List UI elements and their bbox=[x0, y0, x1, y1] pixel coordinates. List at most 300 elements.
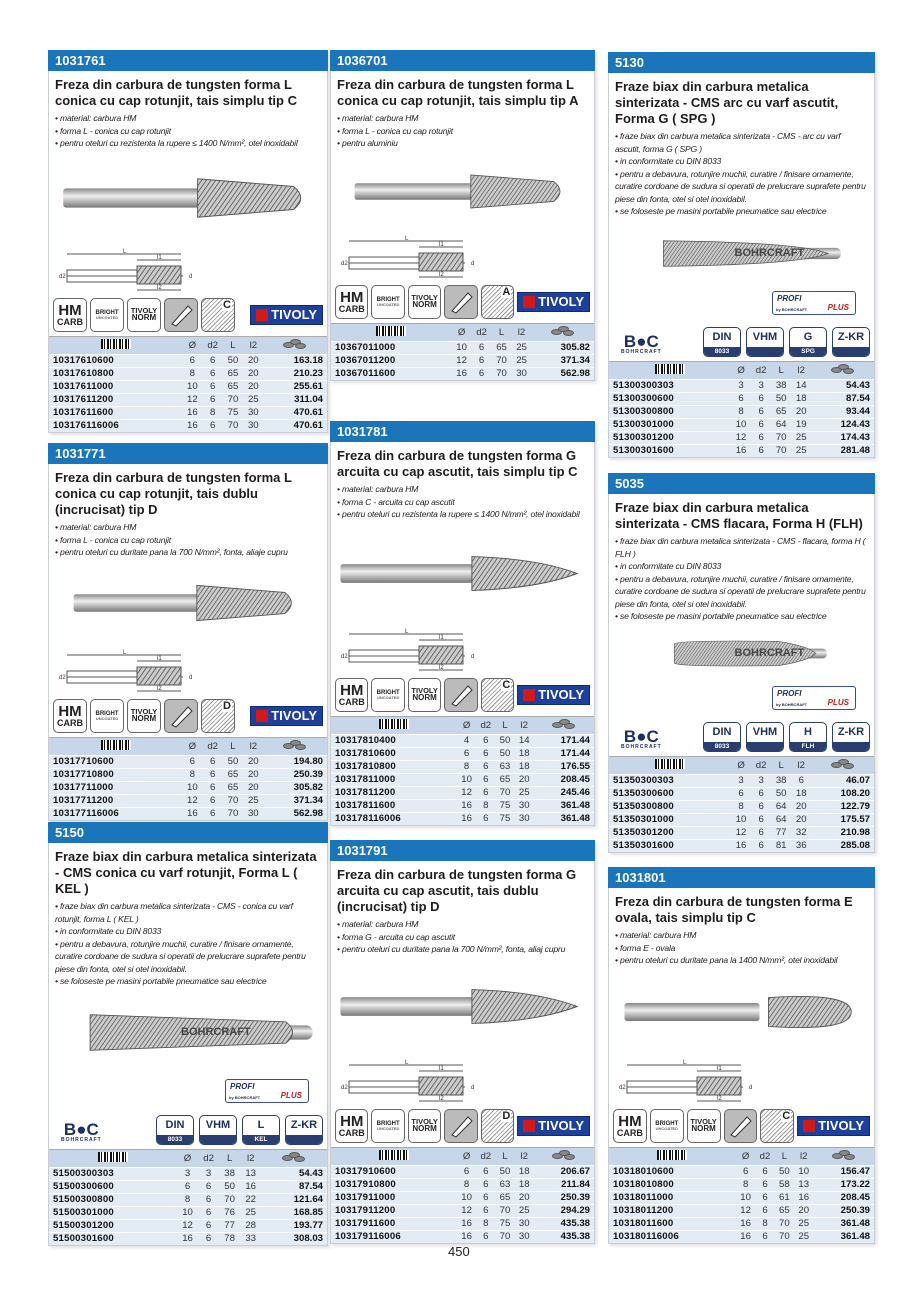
diameter: 10 bbox=[177, 1206, 198, 1219]
head-length: 20 bbox=[794, 1204, 813, 1217]
table-row[interactable] bbox=[49, 807, 327, 820]
product-drill-image bbox=[609, 218, 874, 289]
price: 311.04 bbox=[263, 393, 327, 406]
length: 70 bbox=[219, 1193, 240, 1206]
table-row[interactable] bbox=[49, 380, 327, 393]
diameter: 12 bbox=[736, 1204, 755, 1217]
table-row[interactable] bbox=[609, 444, 874, 457]
product-table bbox=[609, 756, 874, 853]
head-length: 28 bbox=[240, 1219, 261, 1232]
length: 70 bbox=[495, 786, 514, 799]
col-header-d2: d2 bbox=[198, 1149, 219, 1167]
feature-item: • in conformitate cu DIN 8033 bbox=[615, 156, 722, 166]
shank-diameter: 6 bbox=[202, 380, 222, 393]
article-code: 10367011200 bbox=[331, 354, 452, 367]
table-row[interactable] bbox=[609, 1191, 874, 1204]
tivoly-mark-icon bbox=[523, 296, 535, 308]
coins-icon bbox=[831, 364, 855, 374]
shank-diameter: 6 bbox=[476, 773, 495, 786]
table-row[interactable] bbox=[609, 774, 874, 787]
length: 70 bbox=[495, 1204, 514, 1217]
table-header-row bbox=[609, 756, 874, 774]
table-row[interactable] bbox=[609, 1230, 874, 1243]
price: 87.54 bbox=[261, 1180, 327, 1193]
col-header-L: L bbox=[495, 716, 514, 734]
length: 50 bbox=[775, 1165, 794, 1178]
length: 50 bbox=[495, 1165, 514, 1178]
svg-text:d2: d2 bbox=[619, 1084, 626, 1091]
diameter: 16 bbox=[731, 444, 751, 457]
table-header-row bbox=[331, 1147, 594, 1165]
cut-type-label: D bbox=[223, 699, 231, 712]
diameter: 12 bbox=[177, 1219, 198, 1232]
length: 50 bbox=[771, 392, 791, 405]
product-drill-image bbox=[49, 150, 327, 246]
bright-uncoated-icon bbox=[90, 298, 124, 332]
article-code: 10317810400 bbox=[331, 734, 457, 747]
table-row[interactable] bbox=[331, 1230, 594, 1243]
product-card bbox=[608, 867, 875, 1244]
diameter: 3 bbox=[731, 774, 751, 787]
col-header-d: Ø bbox=[736, 1147, 755, 1165]
svg-text:d2: d2 bbox=[341, 260, 348, 267]
coins-icon bbox=[283, 339, 307, 349]
barcode-header bbox=[331, 323, 452, 341]
feature-item: • forma G - arcuita cu cap ascutit bbox=[337, 931, 455, 942]
zkr-badge-label: Z-KR bbox=[837, 331, 865, 343]
diameter: 6 bbox=[182, 354, 202, 367]
table-row[interactable] bbox=[49, 406, 327, 419]
product-features bbox=[49, 900, 327, 988]
barcode-icon bbox=[379, 1150, 409, 1160]
product-features bbox=[331, 918, 594, 956]
table-row[interactable] bbox=[609, 379, 874, 392]
table-row[interactable] bbox=[49, 794, 327, 807]
table-row[interactable] bbox=[49, 354, 327, 367]
col-header-d: Ø bbox=[457, 1147, 476, 1165]
head-length: 18 bbox=[515, 747, 534, 760]
table-row[interactable] bbox=[49, 419, 327, 432]
length: 77 bbox=[219, 1219, 240, 1232]
table-row[interactable] bbox=[331, 354, 594, 367]
product-code-header: 1031771 bbox=[48, 443, 328, 464]
svg-text:L: L bbox=[123, 649, 127, 656]
dimension-diagram bbox=[609, 1057, 874, 1105]
plus-label: PLUS bbox=[280, 1090, 302, 1100]
product-card bbox=[330, 50, 595, 381]
table-row[interactable] bbox=[609, 405, 874, 418]
diameter: 8 bbox=[731, 800, 751, 813]
vhm-badge-sub bbox=[747, 347, 783, 356]
carb-label: CARB bbox=[338, 1127, 365, 1138]
table-row[interactable] bbox=[609, 839, 874, 852]
diameter: 10 bbox=[457, 1191, 476, 1204]
svg-text:l2: l2 bbox=[717, 1095, 722, 1102]
shank-diameter: 6 bbox=[472, 341, 492, 354]
length: 50 bbox=[495, 734, 514, 747]
price: 168.85 bbox=[261, 1206, 327, 1219]
coins-icon bbox=[552, 1150, 576, 1160]
price: 361.48 bbox=[813, 1230, 874, 1243]
table-row[interactable] bbox=[331, 1178, 594, 1191]
bohrcraft-logo-text: BOHRCRAFT bbox=[61, 1136, 102, 1143]
table-row[interactable] bbox=[49, 1180, 327, 1193]
length: 50 bbox=[219, 1180, 240, 1193]
price: 193.77 bbox=[261, 1219, 327, 1232]
table-row[interactable] bbox=[49, 1206, 327, 1219]
din-badge-label: DIN bbox=[712, 726, 732, 738]
bohrcraft-logo-text: BOHRCRAFT bbox=[621, 743, 662, 750]
article-code: 51350300600 bbox=[609, 787, 731, 800]
head-length: 25 bbox=[240, 1206, 261, 1219]
diameter: 8 bbox=[731, 405, 751, 418]
hm-carb-icon bbox=[335, 285, 368, 319]
col-header-l2: l2 bbox=[515, 716, 534, 734]
diameter: 12 bbox=[731, 431, 751, 444]
shank-diameter: 6 bbox=[476, 1191, 495, 1204]
product-code-header: 1036701 bbox=[330, 50, 595, 71]
table-row[interactable] bbox=[609, 392, 874, 405]
article-code: 10367011000 bbox=[331, 341, 452, 354]
product-drill-image bbox=[609, 967, 874, 1057]
drill-brand-text: BOHRCRAFT bbox=[181, 1026, 251, 1038]
length: 65 bbox=[771, 405, 791, 418]
shank-diameter: 6 bbox=[751, 392, 771, 405]
article-code: 51350301600 bbox=[609, 839, 731, 852]
head-length: 30 bbox=[243, 406, 263, 419]
table-row[interactable] bbox=[49, 367, 327, 380]
head-length: 30 bbox=[515, 799, 534, 812]
shank-diameter: 6 bbox=[202, 755, 222, 768]
bright-uncoated-icon bbox=[90, 699, 124, 733]
price: 121.64 bbox=[261, 1193, 327, 1206]
tivoly-label: TIVOLY bbox=[411, 1116, 438, 1126]
uncoated-label: UNCOATED bbox=[376, 1125, 400, 1131]
feature-item: • pentru a debavura, rotunjire muchii, curatire / finisare ornamente, curatire cordoane de sudura si operatii de prelucrare suprafete pentru piese din fonta, otel si otel inoxidabil. bbox=[615, 573, 866, 609]
svg-text:d2: d2 bbox=[59, 674, 66, 681]
col-header-l2: l2 bbox=[243, 336, 263, 354]
table-row[interactable] bbox=[331, 773, 594, 786]
product-card bbox=[330, 421, 595, 826]
head-length: 20 bbox=[515, 773, 534, 786]
table-row[interactable] bbox=[331, 1191, 594, 1204]
article-code: 10367011600 bbox=[331, 367, 452, 380]
diameter: 6 bbox=[457, 747, 476, 760]
feature-icons bbox=[49, 294, 327, 336]
price: 156.47 bbox=[813, 1165, 874, 1178]
table-header-row bbox=[49, 336, 327, 354]
uncoated-label: UNCOATED bbox=[376, 694, 400, 700]
shank-diameter: 3 bbox=[751, 774, 771, 787]
diameter: 8 bbox=[457, 760, 476, 773]
table-row[interactable] bbox=[331, 341, 594, 354]
form-badge-label: G bbox=[803, 331, 813, 343]
table-row[interactable] bbox=[609, 800, 874, 813]
product-card bbox=[608, 52, 875, 458]
table-row[interactable] bbox=[609, 826, 874, 839]
col-header-d2: d2 bbox=[751, 756, 771, 774]
product-title: Freza din carbura de tungsten forma G arcuita cu cap ascutit, tais simplu tip C bbox=[337, 448, 578, 479]
article-code: 10318011600 bbox=[609, 1217, 736, 1230]
shank-diameter: 8 bbox=[202, 406, 222, 419]
table-row[interactable] bbox=[609, 418, 874, 431]
tivoly-label: TIVOLY bbox=[411, 685, 438, 695]
diameter: 3 bbox=[177, 1167, 198, 1180]
price: 194.80 bbox=[263, 755, 327, 768]
diameter: 6 bbox=[182, 755, 202, 768]
feature-item: • pentru a debavura, rotunjire muchii, curatire / finisare ornamente, curatire cordoane de sudura si operatii de prelucrare suprafete pentru piese din fonta, otel si otel inoxidabil. bbox=[615, 168, 866, 204]
col-header-l2: l2 bbox=[512, 323, 532, 341]
barcode-header bbox=[49, 1149, 177, 1167]
tivoly-label: TIVOLY bbox=[690, 1116, 717, 1126]
hm-carb-icon bbox=[335, 678, 368, 712]
product-drill-image bbox=[331, 521, 594, 626]
table-row[interactable] bbox=[49, 1193, 327, 1206]
svg-text:d: d bbox=[189, 674, 193, 681]
head-length: 18 bbox=[515, 1178, 534, 1191]
head-length: 20 bbox=[243, 367, 263, 380]
product-table bbox=[609, 1147, 874, 1244]
length: 70 bbox=[223, 393, 243, 406]
diameter: 12 bbox=[182, 393, 202, 406]
din-badge-label: DIN bbox=[165, 1119, 185, 1131]
table-row[interactable] bbox=[331, 734, 594, 747]
price-header bbox=[534, 716, 594, 734]
head-length: 16 bbox=[240, 1180, 261, 1193]
length: 65 bbox=[223, 781, 243, 794]
tivoly-norm-icon bbox=[408, 678, 441, 712]
shank-diameter: 6 bbox=[476, 786, 495, 799]
table-header-row bbox=[609, 361, 874, 379]
article-code: 103180116006 bbox=[609, 1230, 736, 1243]
table-row[interactable] bbox=[49, 768, 327, 781]
shank-diameter: 8 bbox=[476, 1217, 495, 1230]
hm-label: HM bbox=[618, 1112, 642, 1130]
bright-label: BRIGHT bbox=[376, 296, 400, 303]
table-row[interactable] bbox=[331, 812, 594, 825]
length: 75 bbox=[495, 1217, 514, 1230]
length: 65 bbox=[492, 341, 512, 354]
feature-item: • material: carbura HM bbox=[615, 930, 697, 940]
head-length: 10 bbox=[794, 1165, 813, 1178]
hm-carb-icon bbox=[613, 1109, 647, 1143]
svg-text:d: d bbox=[749, 1084, 753, 1091]
table-row[interactable] bbox=[609, 1217, 874, 1230]
bohrcraft-badges bbox=[49, 1077, 327, 1149]
product-drill-image bbox=[331, 956, 594, 1057]
feature-item: • pentru oteluri cu rezistenta la rupere ≤ 1400 N/mm², otel inoxidabil bbox=[337, 509, 580, 519]
table-row[interactable] bbox=[609, 813, 874, 826]
table-row[interactable] bbox=[331, 367, 594, 380]
table-header-row bbox=[609, 1147, 874, 1165]
table-row[interactable] bbox=[331, 1204, 594, 1217]
article-code: 51500301000 bbox=[49, 1206, 177, 1219]
svg-text:l2: l2 bbox=[439, 271, 444, 278]
tivoly-norm-icon bbox=[687, 1109, 721, 1143]
article-code: 51500301600 bbox=[49, 1232, 177, 1245]
dimension-diagram bbox=[331, 1057, 594, 1105]
table-row[interactable] bbox=[331, 799, 594, 812]
feature-item: • fraze biax din carbura metalica sinterizata - CMS - flacara, forma H ( FLH ) bbox=[615, 536, 866, 559]
length: 50 bbox=[495, 747, 514, 760]
col-header-L: L bbox=[771, 756, 791, 774]
price: 470.61 bbox=[263, 419, 327, 432]
price: 163.18 bbox=[263, 354, 327, 367]
table-row[interactable] bbox=[331, 1217, 594, 1230]
head-length: 20 bbox=[791, 800, 811, 813]
din-badge-sub: 8033 bbox=[704, 347, 740, 356]
table-row[interactable] bbox=[331, 747, 594, 760]
svg-text:L: L bbox=[123, 248, 127, 255]
feature-item: • pentru oteluri cu duritate pana la 700 N/mm², fonta, aliaj cupru bbox=[337, 944, 566, 954]
length: 70 bbox=[775, 1217, 794, 1230]
article-code: 10317611600 bbox=[49, 406, 182, 419]
table-row[interactable] bbox=[49, 1219, 327, 1232]
head-length: 25 bbox=[515, 1204, 534, 1217]
head-length: 30 bbox=[515, 812, 534, 825]
form-badge-label: L bbox=[257, 1119, 265, 1131]
tivoly-logo bbox=[250, 706, 323, 726]
shank-diameter: 6 bbox=[202, 419, 222, 432]
product-features bbox=[331, 483, 594, 521]
diameter: 10 bbox=[731, 418, 751, 431]
bohrcraft-logo-mark: B●C bbox=[623, 331, 659, 351]
table-row[interactable] bbox=[49, 755, 327, 768]
col-header-d: Ø bbox=[731, 756, 751, 774]
article-code: 103177116006 bbox=[49, 807, 182, 820]
length: 70 bbox=[223, 807, 243, 820]
table-row[interactable] bbox=[331, 1165, 594, 1178]
cut-type-icon bbox=[201, 699, 235, 733]
diameter: 6 bbox=[731, 787, 751, 800]
price: 93.44 bbox=[811, 405, 874, 418]
burr-shape-icon bbox=[724, 1109, 758, 1143]
diameter: 12 bbox=[182, 794, 202, 807]
shank-diameter: 6 bbox=[202, 393, 222, 406]
head-length: 36 bbox=[791, 839, 811, 852]
carb-label: CARB bbox=[338, 303, 365, 314]
length: 64 bbox=[771, 800, 791, 813]
article-code: 10317611200 bbox=[49, 393, 182, 406]
shank-diameter: 6 bbox=[198, 1206, 219, 1219]
col-header-d2: d2 bbox=[476, 1147, 495, 1165]
tivoly-logo bbox=[250, 305, 323, 325]
shank-diameter: 6 bbox=[202, 807, 222, 820]
svg-text:d2: d2 bbox=[341, 1084, 348, 1091]
price: 173.22 bbox=[813, 1178, 874, 1191]
feature-item: • material: carbura HM bbox=[337, 919, 419, 929]
zkr-badge-label: Z-KR bbox=[837, 726, 865, 738]
shank-diameter: 3 bbox=[751, 379, 771, 392]
article-code: 10317911000 bbox=[331, 1191, 457, 1204]
profi-label: PROFI bbox=[777, 293, 802, 303]
length: 70 bbox=[771, 431, 791, 444]
table-row[interactable] bbox=[609, 1178, 874, 1191]
table-row[interactable] bbox=[331, 760, 594, 773]
price: 124.43 bbox=[811, 418, 874, 431]
feature-item: • in conformitate cu DIN 8033 bbox=[615, 561, 722, 571]
table-row[interactable] bbox=[331, 786, 594, 799]
diameter: 10 bbox=[731, 813, 751, 826]
head-length: 25 bbox=[512, 341, 532, 354]
head-length: 33 bbox=[240, 1232, 261, 1245]
svg-text:d: d bbox=[471, 1084, 475, 1091]
tivoly-norm-icon bbox=[408, 1109, 441, 1143]
head-length: 30 bbox=[515, 1217, 534, 1230]
col-header-d2: d2 bbox=[472, 323, 492, 341]
svg-text:l2: l2 bbox=[157, 284, 162, 291]
head-length: 25 bbox=[243, 393, 263, 406]
bright-label: BRIGHT bbox=[655, 1120, 679, 1127]
table-row[interactable] bbox=[49, 1167, 327, 1180]
table-row[interactable] bbox=[609, 1204, 874, 1217]
diameter: 16 bbox=[182, 807, 202, 820]
din-badge bbox=[156, 1115, 194, 1145]
col-header-L: L bbox=[775, 1147, 794, 1165]
hm-label: HM bbox=[340, 288, 364, 306]
product-code-header: 5130 bbox=[608, 52, 875, 73]
barcode-icon bbox=[655, 364, 685, 374]
length: 65 bbox=[775, 1204, 794, 1217]
table-row[interactable] bbox=[49, 1232, 327, 1245]
table-row[interactable] bbox=[49, 781, 327, 794]
burr-shape-icon bbox=[444, 1109, 477, 1143]
table-row[interactable] bbox=[49, 393, 327, 406]
shank-diameter: 6 bbox=[751, 839, 771, 852]
length: 38 bbox=[771, 379, 791, 392]
length: 64 bbox=[771, 418, 791, 431]
svg-text:l2: l2 bbox=[157, 685, 162, 692]
tivoly-logo-text: TIVOLY bbox=[538, 293, 585, 309]
feature-item: • in conformitate cu DIN 8033 bbox=[55, 926, 162, 936]
head-length: 20 bbox=[791, 405, 811, 418]
uncoated-label: UNCOATED bbox=[95, 314, 119, 320]
hm-label: HM bbox=[58, 301, 82, 319]
col-header-L: L bbox=[771, 361, 791, 379]
head-length: 30 bbox=[512, 367, 532, 380]
barcode-header bbox=[609, 361, 731, 379]
coins-icon bbox=[832, 1150, 856, 1160]
price: 371.34 bbox=[263, 794, 327, 807]
diameter: 10 bbox=[736, 1191, 755, 1204]
feature-item: • fraze biax din carbura metalica sinterizata - CMS - conica cu varf rotunjit, forma L ( KEL ) bbox=[55, 901, 293, 924]
col-header-d: Ø bbox=[177, 1149, 198, 1167]
barcode-icon bbox=[101, 339, 131, 349]
tivoly-mark-icon bbox=[256, 710, 268, 722]
price: 305.82 bbox=[532, 341, 594, 354]
table-row[interactable] bbox=[609, 1165, 874, 1178]
product-code-header: 1031781 bbox=[330, 421, 595, 442]
diameter: 16 bbox=[731, 839, 751, 852]
form-badge-sub: FLH bbox=[790, 742, 826, 751]
cut-type-label: D bbox=[502, 1109, 511, 1122]
din-badge bbox=[703, 327, 741, 357]
article-code: 51500300600 bbox=[49, 1180, 177, 1193]
svg-text:l1: l1 bbox=[717, 1065, 722, 1072]
price: 171.44 bbox=[534, 747, 594, 760]
product-code-header: 1031791 bbox=[330, 840, 595, 861]
svg-text:L: L bbox=[683, 1059, 687, 1066]
table-row[interactable] bbox=[609, 431, 874, 444]
barcode-icon bbox=[101, 740, 131, 750]
table-header-row bbox=[331, 323, 594, 341]
head-length: 18 bbox=[515, 1165, 534, 1178]
diameter: 16 bbox=[457, 812, 476, 825]
bright-uncoated-icon bbox=[650, 1109, 684, 1143]
article-code: 51350301200 bbox=[609, 826, 731, 839]
table-row[interactable] bbox=[609, 787, 874, 800]
tivoly-norm-icon bbox=[127, 298, 161, 332]
